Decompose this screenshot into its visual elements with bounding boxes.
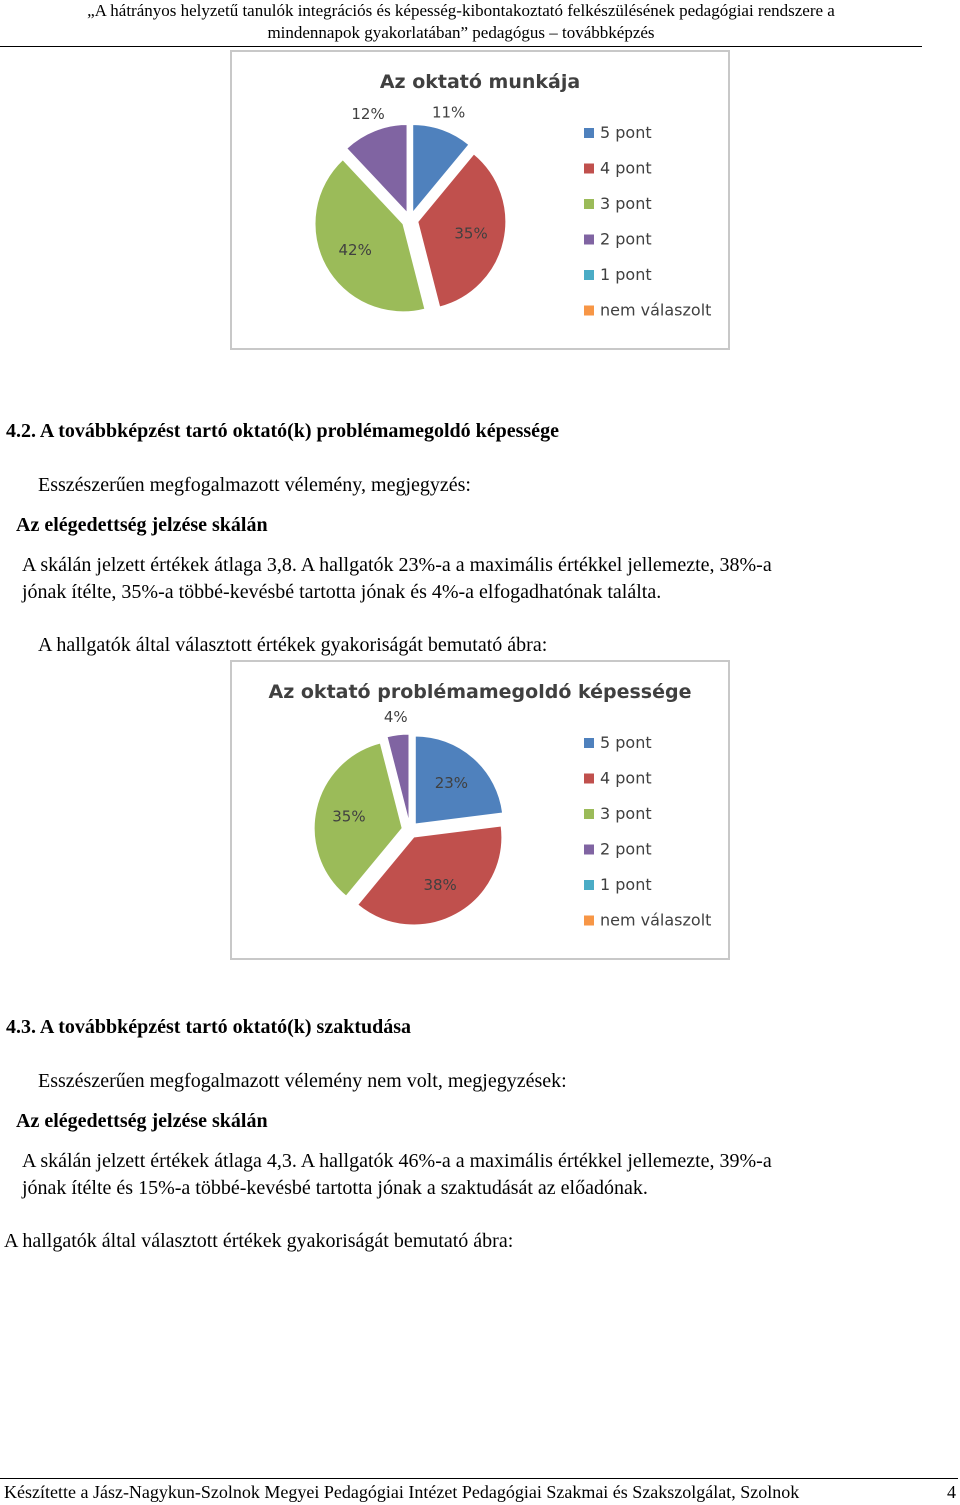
page-footer <box>0 1478 958 1505</box>
legend-swatch <box>584 880 594 890</box>
legend-entry: 3 pont <box>600 804 652 823</box>
chart-title: Az oktató problémamegoldó képessége <box>268 681 692 703</box>
section-4-3-figure-intro: A hallgatók által választott értékek gyakoriságát bemutató ábra: <box>4 1230 514 1252</box>
pie-chart-oktato-munkaja <box>230 50 730 350</box>
slice-label: 35% <box>454 224 488 243</box>
page-header <box>0 0 922 47</box>
footer-text: Készítette a Jász-Nagykun-Szolnok Megyei Pedagógiai Intézet Pedagógiai Szakmai és Szakszolgálat, Szolnok <box>4 1482 800 1502</box>
section-4-2-opinion: Esszészerűen megfogalmazott vélemény, megjegyzés: <box>38 474 471 496</box>
slice-label: 23% <box>434 774 469 793</box>
legend-entry: nem válaszolt <box>600 300 712 320</box>
legend-swatch <box>584 270 594 280</box>
legend-entry: 4 pont <box>600 768 652 788</box>
legend-entry: 1 pont <box>600 875 652 894</box>
section-4-3-opinion: Esszészerűen megfogalmazott vélemény nem volt, megjegyzések: <box>38 1070 567 1092</box>
section-4-2-figure-intro: A hallgatók által választott értékek gyakoriságát bemutató ábra: <box>38 634 548 656</box>
slice-label: 35% <box>332 807 366 826</box>
legend-swatch <box>584 199 594 209</box>
legend-swatch <box>584 235 594 245</box>
legend-swatch <box>584 809 594 819</box>
header-line-2: mindennapok gyakorlatában” pedagógus – továbbképzés <box>267 23 655 42</box>
slice-label: 12% <box>351 105 385 124</box>
legend-swatch <box>584 738 594 748</box>
legend-entry: 3 pont <box>600 194 652 213</box>
section-4-2-heading: 4.2. A továbbképzést tartó oktató(k) problémamegoldó képessége <box>6 420 559 442</box>
page-number: 4 <box>947 1482 956 1502</box>
legend-entry: 4 pont <box>600 158 652 178</box>
legend-swatch <box>584 306 594 316</box>
chart-svg <box>232 52 728 348</box>
section-4-2-line-2: jónak ítélte, 35%-a többé-kevésbé tartotta jónak és 4%-a elfogadhatónak találta. <box>22 581 662 603</box>
section-4-2-line-1: A skálán jelzett értékek átlaga 3,8. A hallgatók 23%-a a maximális értékkel jellemezte, 38%-a <box>22 554 772 576</box>
legend-entry: nem válaszolt <box>600 910 712 930</box>
slice-label: 42% <box>338 241 372 260</box>
section-4-3-line-2: jónak ítélte és 15%-a többé-kevésbé tartotta jónak a szaktudását az előadónak. <box>22 1177 648 1199</box>
section-4-3-heading: 4.3. A továbbképzést tartó oktató(k) szaktudása <box>6 1016 412 1038</box>
legend-swatch <box>584 845 594 855</box>
pie-slice-3-pont <box>315 160 425 312</box>
section-4-2-scale-heading: Az elégedettség jelzése skálán <box>16 514 268 536</box>
pie-chart-problemamegoldo <box>230 660 730 960</box>
legend-entry: 5 pont <box>600 123 652 142</box>
legend-swatch <box>584 128 594 138</box>
legend-entry: 1 pont <box>600 265 652 284</box>
slice-label: 4% <box>383 707 408 726</box>
slice-label: 11% <box>431 103 466 122</box>
legend-swatch <box>584 774 594 784</box>
legend-swatch <box>584 164 594 174</box>
legend-entry: 5 pont <box>600 733 652 752</box>
legend-entry: 2 pont <box>600 229 652 249</box>
chart-title: Az oktató munkája <box>379 71 581 93</box>
header-line-1: „A hátrányos helyzetű tanulók integrációs és képesség-kibontakoztató felkészülésének pedagógiai rendszere a <box>87 1 835 20</box>
legend-entry: 2 pont <box>600 839 652 859</box>
chart-svg <box>232 662 728 958</box>
legend-swatch <box>584 916 594 926</box>
slice-label: 38% <box>423 875 457 894</box>
section-4-3-scale-heading: Az elégedettség jelzése skálán <box>16 1110 268 1132</box>
section-4-3-line-1: A skálán jelzett értékek átlaga 4,3. A hallgatók 46%-a a maximális értékkel jellemezte, 39%-a <box>22 1150 772 1172</box>
